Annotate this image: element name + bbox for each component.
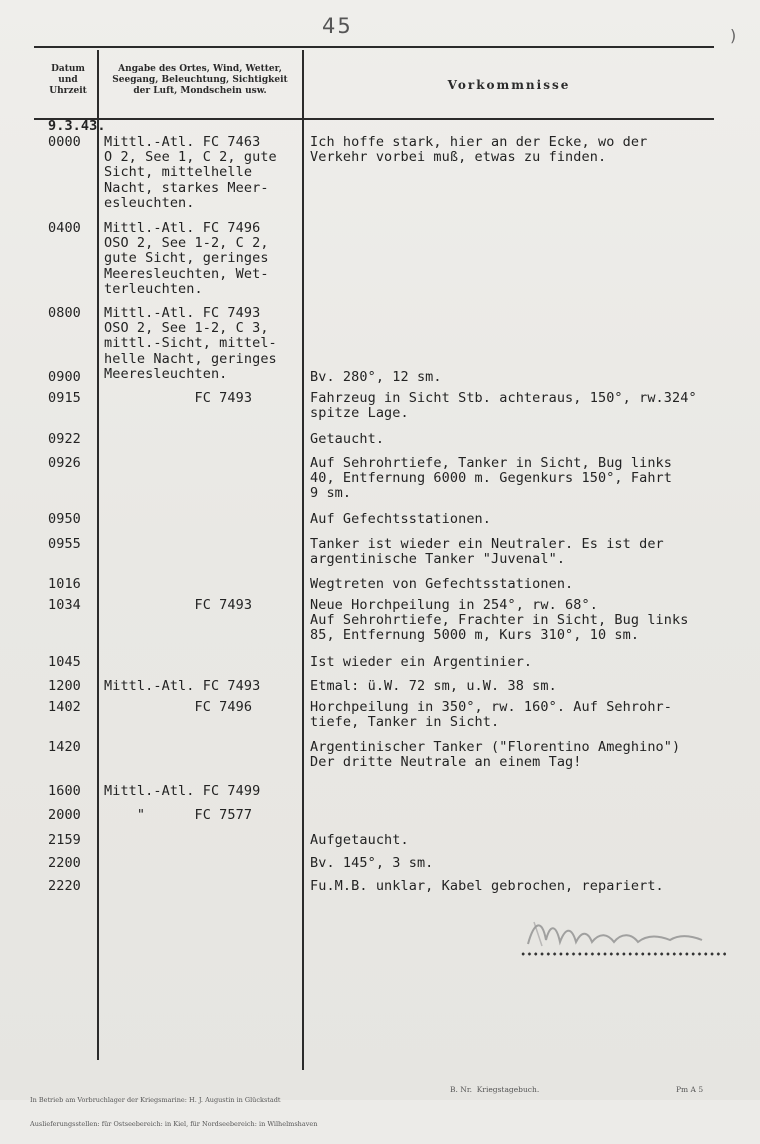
page-number: 45 bbox=[322, 14, 353, 38]
entry-event-line: Getaucht. bbox=[310, 431, 385, 447]
header-col1-line2: und bbox=[58, 75, 78, 85]
entry-event-line: Verkehr vorbei muß, etwas zu finden. bbox=[310, 149, 607, 166]
entry-time: 2220 bbox=[48, 878, 81, 894]
entry-time: 0950 bbox=[48, 511, 81, 527]
entry-time: 0800 bbox=[48, 305, 81, 321]
entry-location-line: Meeresleuchten. bbox=[104, 365, 228, 382]
entry-event-line: Der dritte Neutrale an einem Tag! bbox=[310, 754, 582, 771]
entry-time: 0955 bbox=[48, 536, 81, 552]
entry-event-line: Etmal: ü.W. 72 sm, u.W. 38 sm. bbox=[310, 678, 557, 694]
entry-event-line: tiefe, Tanker in Sicht. bbox=[310, 714, 500, 731]
signature-dotted-line bbox=[520, 951, 726, 957]
entry-time: 1600 bbox=[48, 783, 81, 799]
entry-time: 0922 bbox=[48, 431, 81, 447]
entry-location-line: O 2, See 1, C 2, gute bbox=[104, 149, 277, 166]
col-divider-2 bbox=[302, 50, 304, 1070]
entry-location-line: Sicht, mittelhelle bbox=[104, 164, 253, 181]
entry-event-line: Bv. 145°, 3 sm. bbox=[310, 855, 434, 871]
entry-time: 0926 bbox=[48, 455, 81, 471]
col-divider-1 bbox=[97, 50, 99, 1060]
entry-location-line: gute Sicht, geringes bbox=[104, 250, 269, 267]
top-rule bbox=[34, 46, 714, 48]
entry-event-line: Bv. 280°, 12 sm. bbox=[310, 369, 442, 385]
entry-time: 2159 bbox=[48, 832, 81, 848]
entry-location-line: Mittl.-Atl. FC 7493 bbox=[104, 305, 261, 321]
entry-event-line: Fu.M.B. unklar, Kabel gebrochen, repariert. bbox=[310, 878, 664, 894]
entry-location-line: Mittl.-Atl. FC 7499 bbox=[104, 783, 261, 799]
signature bbox=[520, 910, 730, 955]
entry-time: 1034 bbox=[48, 597, 81, 613]
entry-time: 1045 bbox=[48, 654, 81, 670]
header-events: Vorkommnisse bbox=[447, 78, 571, 92]
entry-location-line: terleuchten. bbox=[104, 280, 203, 297]
entry-location-line: Meeresleuchten, Wet- bbox=[104, 265, 269, 282]
entry-time: 1200 bbox=[48, 678, 81, 694]
entry-time: 2000 bbox=[48, 807, 81, 823]
header-col2-line1: Angabe des Ortes, Wind, Wetter, bbox=[118, 64, 282, 74]
entry-event-line: Neue Horchpeilung in 254°, rw. 68°. bbox=[310, 597, 598, 613]
entry-location-line: FC 7496 bbox=[104, 699, 253, 715]
entry-time: 0000 bbox=[48, 134, 81, 150]
entry-event-line: 9 sm. bbox=[310, 485, 352, 502]
footer-left-line1: In Betrieb am Vorbruchlager der Kriegsmarine: H. J. Augustin in Glückstadt bbox=[30, 1096, 281, 1104]
entry-location-line: helle Nacht, geringes bbox=[104, 350, 277, 367]
entry-event-line: Auf Sehrohrtiefe, Frachter in Sicht, Bug links bbox=[310, 612, 689, 629]
entry-location-line: FC 7493 bbox=[104, 597, 253, 613]
entry-location-line: OSO 2, See 1-2, C 2, bbox=[104, 235, 269, 252]
header-col2-line3: der Luft, Mondschein usw. bbox=[133, 86, 267, 96]
entry-time: 2200 bbox=[48, 855, 81, 871]
entry-event-line: Fahrzeug in Sicht Stb. achteraus, 150°, rw.324° bbox=[310, 390, 697, 406]
footer-left-line2: Auslieferungsstellen: für Ostseebereich: in Kiel, für Nordseebereich: in Wilhelmshaven bbox=[30, 1120, 318, 1128]
header-location-weather bbox=[100, 64, 300, 97]
entry-event-line: argentinische Tanker "Juvenal". bbox=[310, 551, 566, 568]
footer-middle: B. Nr. Kriegstagebuch. bbox=[450, 1085, 540, 1094]
entry-event-line: Horchpeilung in 350°, rw. 160°. Auf Sehrohr- bbox=[310, 699, 673, 715]
footer-right: Pm A 5 bbox=[676, 1085, 704, 1094]
entry-time: 1402 bbox=[48, 699, 81, 715]
entry-location-line: Mittl.-Atl. FC 7493 bbox=[104, 678, 261, 694]
entry-event-line: Auf Gefechtsstationen. bbox=[310, 511, 492, 527]
entry-time: 1420 bbox=[48, 739, 81, 755]
entry-time: 1016 bbox=[48, 576, 81, 592]
entry-event-line: Argentinischer Tanker ("Florentino Ameghino") bbox=[310, 739, 681, 755]
entry-location-line: FC 7493 bbox=[104, 390, 253, 406]
entry-time: 0915 bbox=[48, 390, 81, 406]
entry-event-line: Ich hoffe stark, hier an der Ecke, wo der bbox=[310, 134, 648, 150]
entry-location-line: Mittl.-Atl. FC 7496 bbox=[104, 220, 261, 236]
log-date: 9.3.43. bbox=[48, 118, 106, 134]
entry-event-line: Auf Sehrohrtiefe, Tanker in Sicht, Bug links bbox=[310, 455, 673, 471]
entry-event-line: Wegtreten von Gefechtsstationen. bbox=[310, 576, 574, 592]
header-col2-line2: Seegang, Beleuchtung, Sichtigkeit bbox=[112, 75, 288, 85]
header-col1-line3: Uhrzeit bbox=[49, 86, 87, 96]
entry-event-line: Tanker ist wieder ein Neutraler. Es ist der bbox=[310, 536, 664, 552]
entry-time: 0400 bbox=[48, 220, 81, 236]
entry-event-line: Aufgetaucht. bbox=[310, 832, 409, 848]
footer-left bbox=[30, 1080, 317, 1144]
entry-event-line: spitze Lage. bbox=[310, 405, 409, 422]
header-date-time bbox=[40, 64, 96, 97]
edge-mark: ) bbox=[730, 26, 737, 45]
entry-location-line: Nacht, starkes Meer- bbox=[104, 179, 269, 196]
header-bottom-rule bbox=[34, 118, 714, 120]
entry-location-line: mittl.-Sicht, mittel- bbox=[104, 335, 277, 352]
header-col1-line1: Datum bbox=[51, 64, 85, 74]
entry-location-line: " FC 7577 bbox=[104, 807, 253, 823]
entry-event-line: 85, Entfernung 5000 m, Kurs 310°, 10 sm. bbox=[310, 627, 640, 644]
entry-location-line: Mittl.-Atl. FC 7463 bbox=[104, 134, 261, 150]
entry-time: 0900 bbox=[48, 369, 81, 385]
entry-location-line: OSO 2, See 1-2, C 3, bbox=[104, 320, 269, 337]
entry-location-line: esleuchten. bbox=[104, 194, 195, 211]
entry-event-line: 40, Entfernung 6000 m. Gegenkurs 150°, Fahrt bbox=[310, 470, 673, 487]
entry-event-line: Ist wieder ein Argentinier. bbox=[310, 654, 533, 670]
